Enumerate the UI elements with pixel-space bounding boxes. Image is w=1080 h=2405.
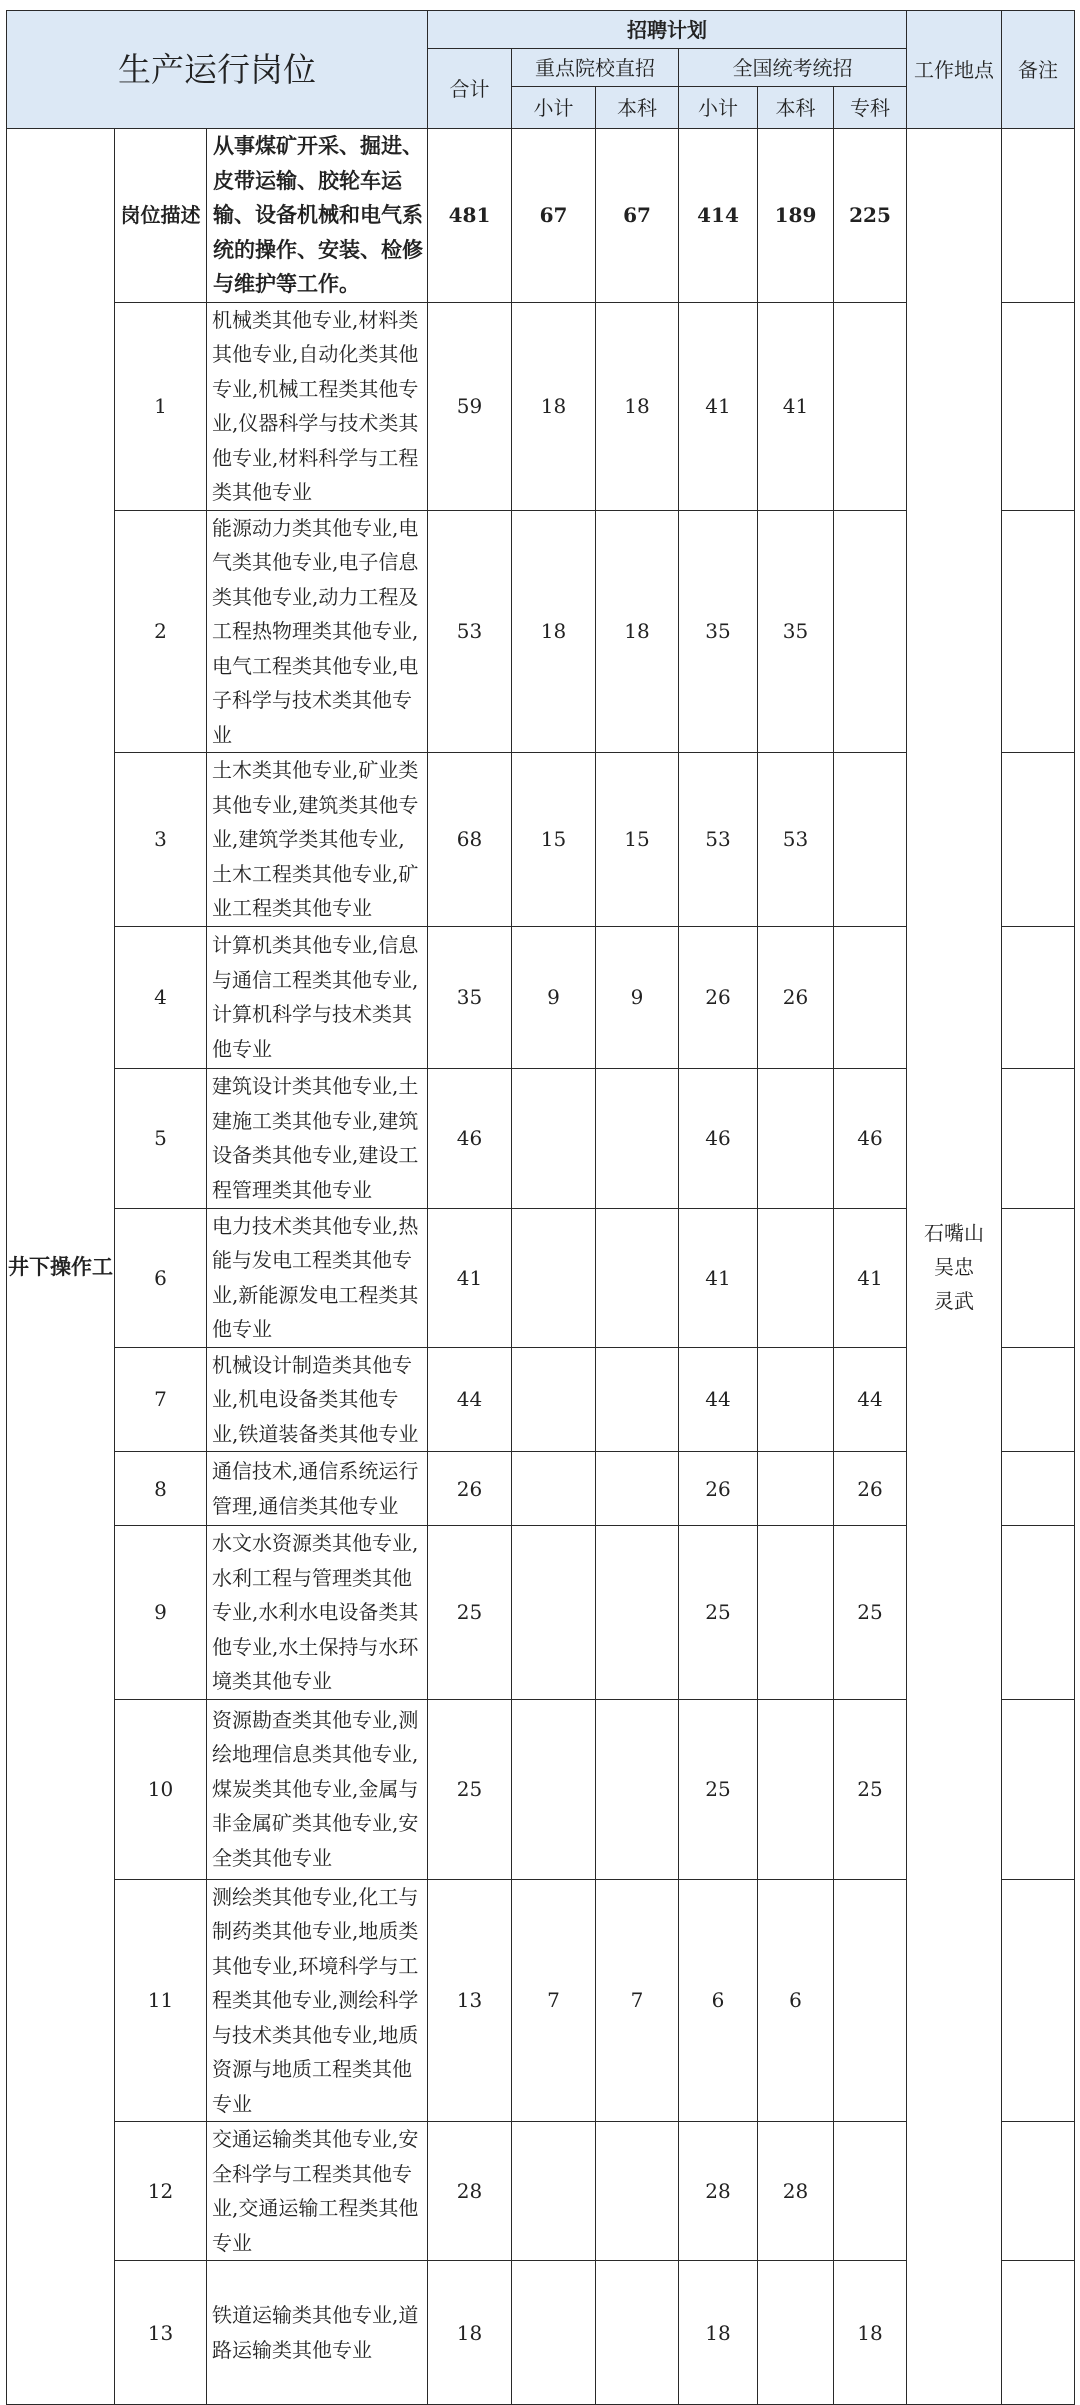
total-cell: 53 bbox=[428, 510, 512, 753]
key-subtotal-cell bbox=[512, 2261, 596, 2405]
row-number: 4 bbox=[115, 926, 207, 1068]
total-header: 合计 bbox=[428, 49, 512, 129]
majors-cell: 计算机类其他专业,信息与通信工程类其他专业,计算机科学与技术类其他专业 bbox=[207, 926, 428, 1068]
total-cell: 44 bbox=[428, 1347, 512, 1452]
total-cell: 59 bbox=[428, 302, 512, 510]
national-college-header: 专科 bbox=[834, 87, 907, 129]
remarks-cell bbox=[1002, 2122, 1075, 2261]
remarks-cell bbox=[1002, 1526, 1075, 1700]
national-bachelor-cell bbox=[758, 1526, 834, 1700]
total-cell: 18 bbox=[428, 2261, 512, 2405]
national-subtotal-cell: 53 bbox=[679, 753, 758, 927]
total-cell: 28 bbox=[428, 2122, 512, 2261]
key-bachelor-cell bbox=[596, 1699, 679, 1879]
description-label: 岗位描述 bbox=[115, 129, 207, 303]
national-bachelor-cell bbox=[758, 1208, 834, 1347]
key-bachelor-cell: 7 bbox=[596, 1879, 679, 2122]
national-bachelor-cell bbox=[758, 1452, 834, 1526]
national-subtotal-cell: 25 bbox=[679, 1526, 758, 1700]
national-bachelor-count: 189 bbox=[758, 129, 834, 303]
key-bachelor-cell bbox=[596, 1347, 679, 1452]
total-cell: 68 bbox=[428, 753, 512, 927]
majors-cell: 机械类其他专业,材料类其他专业,自动化类其他专业,机械工程类其他专业,仪器科学与技术类其他专业,材料科学与工程类其他专业 bbox=[207, 302, 428, 510]
national-subtotal-cell: 41 bbox=[679, 1208, 758, 1347]
majors-cell: 资源勘查类其他专业,测绘地理信息类其他专业,煤炭类其他专业,金属与非金属矿类其他专业,安全类其他专业 bbox=[207, 1699, 428, 1879]
key-bachelor-header: 本科 bbox=[596, 87, 679, 129]
key-subtotal-cell bbox=[512, 1699, 596, 1879]
majors-cell: 交通运输类其他专业,安全科学与工程类其他专业,交通运输工程类其他专业 bbox=[207, 2122, 428, 2261]
key-university-header: 重点院校直招 bbox=[512, 49, 679, 87]
majors-cell: 通信技术,通信系统运行管理,通信类其他专业 bbox=[207, 1452, 428, 1526]
remarks-cell bbox=[1002, 1452, 1075, 1526]
majors-cell: 机械设计制造类其他专业,机电设备类其他专业,铁道装备类其他专业 bbox=[207, 1347, 428, 1452]
row-number: 11 bbox=[115, 1879, 207, 2122]
national-bachelor-cell: 53 bbox=[758, 753, 834, 927]
national-subtotal-cell: 28 bbox=[679, 2122, 758, 2261]
remarks-cell bbox=[1002, 1068, 1075, 1208]
remarks-cell bbox=[1002, 302, 1075, 510]
key-subtotal-cell: 18 bbox=[512, 302, 596, 510]
total-cell: 46 bbox=[428, 1068, 512, 1208]
total-cell: 13 bbox=[428, 1879, 512, 2122]
work-location-header: 工作地点 bbox=[907, 11, 1002, 129]
location-line: 吴忠 bbox=[934, 1254, 975, 1279]
majors-cell: 土木类其他专业,矿业类其他专业,建筑类其他专业,建筑学类其他专业,土木工程类其他专业,矿业工程类其他专业 bbox=[207, 753, 428, 927]
key-subtotal-cell: 9 bbox=[512, 926, 596, 1068]
row-number: 1 bbox=[115, 302, 207, 510]
key-subtotal-cell bbox=[512, 2122, 596, 2261]
remarks-cell bbox=[1002, 1347, 1075, 1452]
recruitment-plan-header: 招聘计划 bbox=[428, 11, 907, 49]
description-row bbox=[7, 129, 1075, 303]
national-college-cell: 18 bbox=[834, 2261, 907, 2405]
key-bachelor-cell bbox=[596, 2122, 679, 2261]
key-subtotal-cell bbox=[512, 1347, 596, 1452]
location-line: 石嘴山 bbox=[924, 1220, 985, 1245]
key-subtotal-cell: 15 bbox=[512, 753, 596, 927]
national-bachelor-cell: 26 bbox=[758, 926, 834, 1068]
row-number: 2 bbox=[115, 510, 207, 753]
remarks-cell bbox=[1002, 1879, 1075, 2122]
national-college-cell: 25 bbox=[834, 1526, 907, 1700]
national-subtotal-cell: 44 bbox=[679, 1347, 758, 1452]
national-bachelor-cell bbox=[758, 1068, 834, 1208]
remarks-header: 备注 bbox=[1002, 11, 1075, 129]
national-bachelor-cell bbox=[758, 1699, 834, 1879]
description-text: 从事煤矿开采、掘进、皮带运输、胶轮车运输、设备机械和电气系统的操作、安装、检修与维护等工作。 bbox=[207, 129, 428, 303]
key-bachelor-cell bbox=[596, 1208, 679, 1347]
total-cell: 25 bbox=[428, 1699, 512, 1879]
remarks-cell bbox=[1002, 926, 1075, 1068]
national-college-cell bbox=[834, 302, 907, 510]
key-subtotal-cell: 18 bbox=[512, 510, 596, 753]
remarks-cell bbox=[1002, 510, 1075, 753]
total-cell: 25 bbox=[428, 1526, 512, 1700]
remarks-cell bbox=[1002, 2261, 1075, 2405]
row-number: 3 bbox=[115, 753, 207, 927]
national-subtotal-cell: 6 bbox=[679, 1879, 758, 2122]
row-number: 9 bbox=[115, 1526, 207, 1700]
majors-cell: 能源动力类其他专业,电气类其他专业,电子信息类其他专业,动力工程及工程热物理类其他专业,电气工程类其他专业,电子科学与技术类其他专业 bbox=[207, 510, 428, 753]
key-subtotal-count: 67 bbox=[512, 129, 596, 303]
key-bachelor-cell: 18 bbox=[596, 302, 679, 510]
key-bachelor-cell bbox=[596, 1452, 679, 1526]
key-bachelor-cell bbox=[596, 1068, 679, 1208]
national-bachelor-cell: 41 bbox=[758, 302, 834, 510]
total-cell: 41 bbox=[428, 1208, 512, 1347]
national-college-cell: 44 bbox=[834, 1347, 907, 1452]
key-subtotal-cell: 7 bbox=[512, 1879, 596, 2122]
key-bachelor-count: 67 bbox=[596, 129, 679, 303]
key-subtotal-header: 小计 bbox=[512, 87, 596, 129]
national-subtotal-cell: 18 bbox=[679, 2261, 758, 2405]
remarks-cell bbox=[1002, 129, 1075, 303]
row-number: 13 bbox=[115, 2261, 207, 2405]
key-subtotal-cell bbox=[512, 1452, 596, 1526]
location-line: 灵武 bbox=[934, 1288, 975, 1313]
row-number: 6 bbox=[115, 1208, 207, 1347]
national-college-cell: 25 bbox=[834, 1699, 907, 1879]
majors-cell: 建筑设计类其他专业,土建施工类其他专业,建筑设备类其他专业,建设工程管理类其他专业 bbox=[207, 1068, 428, 1208]
national-college-count: 225 bbox=[834, 129, 907, 303]
national-bachelor-header: 本科 bbox=[758, 87, 834, 129]
national-subtotal-cell: 26 bbox=[679, 926, 758, 1068]
row-number: 5 bbox=[115, 1068, 207, 1208]
national-subtotal-cell: 46 bbox=[679, 1068, 758, 1208]
national-college-cell bbox=[834, 2122, 907, 2261]
work-location bbox=[907, 129, 1002, 2405]
national-college-cell bbox=[834, 1879, 907, 2122]
total-count: 481 bbox=[428, 129, 512, 303]
key-bachelor-cell: 15 bbox=[596, 753, 679, 927]
national-college-cell bbox=[834, 510, 907, 753]
national-college-cell bbox=[834, 753, 907, 927]
national-subtotal-cell: 26 bbox=[679, 1452, 758, 1526]
national-subtotal-header: 小计 bbox=[679, 87, 758, 129]
national-exam-header: 全国统考统招 bbox=[679, 49, 907, 87]
national-subtotal-cell: 41 bbox=[679, 302, 758, 510]
national-bachelor-cell: 35 bbox=[758, 510, 834, 753]
row-number: 7 bbox=[115, 1347, 207, 1452]
national-subtotal-cell: 35 bbox=[679, 510, 758, 753]
key-subtotal-cell bbox=[512, 1208, 596, 1347]
key-bachelor-cell bbox=[596, 1526, 679, 1700]
key-subtotal-cell bbox=[512, 1068, 596, 1208]
total-cell: 35 bbox=[428, 926, 512, 1068]
total-cell: 26 bbox=[428, 1452, 512, 1526]
majors-cell: 水文水资源类其他专业,水利工程与管理类其他专业,水利水电设备类其他专业,水土保持与水环境类其他专业 bbox=[207, 1526, 428, 1700]
remarks-cell bbox=[1002, 1208, 1075, 1347]
remarks-cell bbox=[1002, 753, 1075, 927]
national-college-cell: 46 bbox=[834, 1068, 907, 1208]
job-category: 井下操作工 bbox=[7, 129, 115, 2405]
national-subtotal-count: 414 bbox=[679, 129, 758, 303]
table-title: 生产运行岗位 bbox=[7, 11, 428, 129]
national-subtotal-cell: 25 bbox=[679, 1699, 758, 1879]
national-college-cell: 26 bbox=[834, 1452, 907, 1526]
key-bachelor-cell bbox=[596, 2261, 679, 2405]
majors-cell: 电力技术类其他专业,热能与发电工程类其他专业,新能源发电工程类其他专业 bbox=[207, 1208, 428, 1347]
national-bachelor-cell: 6 bbox=[758, 1879, 834, 2122]
key-subtotal-cell bbox=[512, 1526, 596, 1700]
national-college-cell: 41 bbox=[834, 1208, 907, 1347]
key-bachelor-cell: 18 bbox=[596, 510, 679, 753]
key-bachelor-cell: 9 bbox=[596, 926, 679, 1068]
national-bachelor-cell bbox=[758, 2261, 834, 2405]
remarks-cell bbox=[1002, 1699, 1075, 1879]
recruitment-table bbox=[6, 10, 1075, 2405]
national-college-cell bbox=[834, 926, 907, 1068]
national-bachelor-cell bbox=[758, 1347, 834, 1452]
majors-cell: 铁道运输类其他专业,道路运输类其他专业 bbox=[207, 2261, 428, 2405]
row-number: 10 bbox=[115, 1699, 207, 1879]
row-number: 12 bbox=[115, 2122, 207, 2261]
majors-cell: 测绘类其他专业,化工与制药类其他专业,地质类其他专业,环境科学与工程类其他专业,测绘科学与技术类其他专业,地质资源与地质工程类其他专业 bbox=[207, 1879, 428, 2122]
row-number: 8 bbox=[115, 1452, 207, 1526]
national-bachelor-cell: 28 bbox=[758, 2122, 834, 2261]
